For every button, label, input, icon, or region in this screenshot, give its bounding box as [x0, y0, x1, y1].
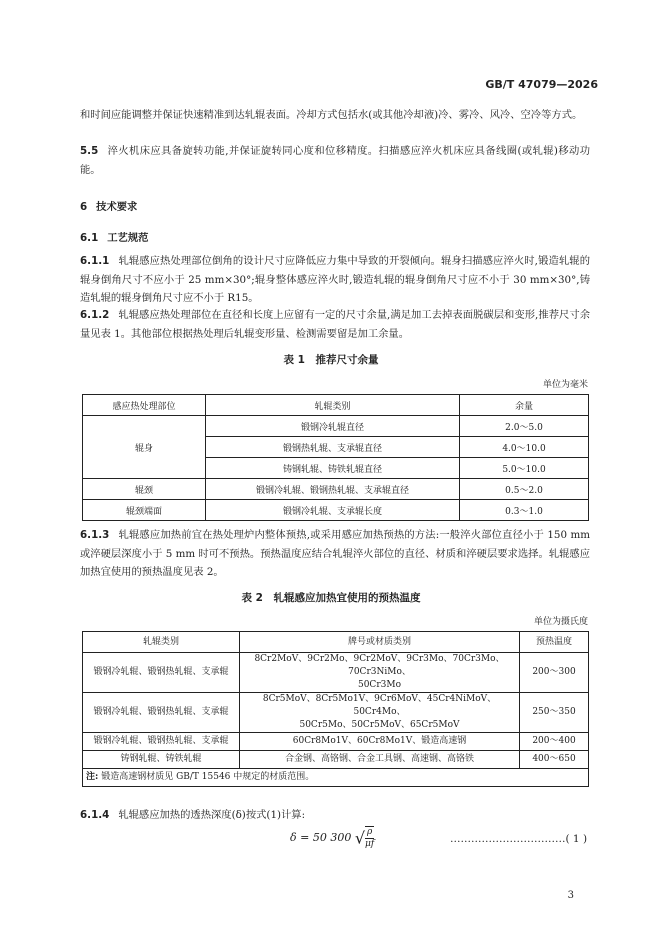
table-cell: 0.3～1.0 — [460, 500, 589, 521]
equation-number: ( 1 ) — [565, 833, 588, 845]
column-header: 余量 — [460, 395, 589, 416]
table-cell — [240, 653, 520, 693]
table-cell — [240, 693, 520, 733]
table2-caption: 表 2 轧辊感应加热宜使用的预热温度 — [241, 592, 421, 604]
table-row — [83, 416, 589, 437]
table1-caption: 表 1 推荐尺寸余量 — [283, 354, 379, 366]
section-6-heading — [80, 198, 137, 213]
column-header: 预热温度 — [520, 632, 589, 653]
grade-line: 50Cr5Mo、50Cr5MoV、65Cr5MoV — [299, 720, 460, 730]
clause-6-1-4 — [80, 806, 590, 825]
table-cell: 5.0～10.0 — [460, 458, 589, 479]
formula-lhs: δ = 50 300 — [290, 831, 352, 844]
note-label: 注: — [86, 772, 99, 782]
clause-number: 5.5 — [80, 145, 99, 157]
note-text: 锻造高速钢材质见 GB/T 15546 中规定的材质范围。 — [101, 772, 315, 782]
section-number: 6.1 — [80, 232, 99, 244]
page-number: 3 — [567, 890, 574, 901]
column-header: 轧辊类别 — [206, 395, 460, 416]
clause-6-1-1 — [80, 252, 590, 308]
equation-label — [450, 833, 587, 845]
table-cell: 60Cr8Mo1V、60Cr8Mo1V、锻造高速钢 — [240, 733, 520, 751]
column-header: 轧辊类别 — [83, 632, 240, 653]
table-row — [83, 751, 589, 769]
formula-penetration-depth — [290, 826, 374, 850]
table-row — [83, 500, 589, 521]
clause-5-5 — [80, 142, 590, 179]
leader-dots: …………………………… — [450, 833, 566, 845]
clause-number: 6.1.2 — [80, 309, 110, 321]
table-cell: 锻钢冷轧辊、锻钢热轧辊、支承辊 — [83, 733, 240, 751]
table-row — [83, 653, 589, 693]
table-header-row — [83, 395, 589, 416]
clause-number: 6.1.4 — [80, 809, 110, 821]
clause-6-1-3 — [80, 526, 590, 582]
table-cell: 锻钢冷轧辊直径 — [206, 416, 460, 437]
formula-numerator: ρ — [366, 827, 373, 837]
grade-line: 8Cr5MoV、8Cr5Mo1V、9Cr6MoV、45Cr4NiMoV、50Cr4Mo、 — [262, 694, 497, 717]
table-cell: 锻钢冷轧辊、锻钢热轧辊、支承辊直径 — [206, 479, 460, 500]
table-preheat-temperature — [82, 631, 589, 787]
table-row — [83, 693, 589, 733]
clause-text: 轧辊感应加热的透热深度(δ)按式(1)计算: — [118, 809, 306, 821]
section-title: 工艺规范 — [107, 232, 149, 244]
formula-denominator: μf — [365, 839, 375, 849]
table-cell: 锻钢热轧辊、支承辊直径 — [206, 437, 460, 458]
table-cell: 辊身 — [83, 416, 206, 479]
table-cell: 400～650 — [520, 751, 589, 769]
table-note — [83, 769, 589, 787]
sqrt-sign: √ — [354, 828, 366, 848]
section-6-1-heading — [80, 229, 148, 244]
table-cell: 合金钢、高铬钢、合金工具钢、高速钢、高铬铁 — [240, 751, 520, 769]
column-header: 感应热处理部位 — [83, 395, 206, 416]
clause-text: 轧辊感应热处理部位在直径和长度上应留有一定的尺寸余量,满足加工去掉表面脱碳层和变形,推荐尺寸余量见表 1。其他部位根据热处理后轧辊变形量、检测需要留是加工余量。 — [80, 309, 590, 340]
table-cell: 250～350 — [520, 693, 589, 733]
clause-text: 淬火机床应具备旋转功能,并保证旋转同心度和位移精度。扫描感应淬火机床应具备线圈(或轧辊)移动功能。 — [80, 145, 590, 176]
clause-text: 轧辊感应热处理部位倒角的设计尺寸应降低应力集中导致的开裂倾向。辊身扫描感应淬火时,锻造轧辊的辊身倒角尺寸不应小于 25 mm×30°;辊身整体感应淬火时,锻造轧辊的辊身倒角尺寸应不小于 30 mm×30°,铸造轧辊的辊身倒角尺寸应不小于 R15。 — [80, 255, 590, 304]
table-cell: 200～300 — [520, 653, 589, 693]
formula-fraction — [365, 826, 374, 850]
table-cell: 200～400 — [520, 733, 589, 751]
grade-line: 50Cr3Mo — [357, 680, 401, 690]
table2-unit: 单位为摄氏度 — [533, 617, 588, 627]
grade-line: 8Cr2MoV、9Cr2Mo、9Cr2MoV、9Cr3Mo、70Cr3Mo、70Cr3NiMo、 — [254, 654, 505, 677]
section-title: 技术要求 — [96, 201, 138, 213]
table-cell: 0.5～2.0 — [460, 479, 589, 500]
paragraph-cooling: 和时间应能调整并保证快速精准到达轧辊表面。冷却方式包括水(或其他冷却液)冷、雾冷、风冷、空冷等方式。 — [80, 109, 583, 121]
table-cell: 铸钢轧辊、铸铁轧辊 — [83, 751, 240, 769]
clause-6-1-2 — [80, 306, 590, 343]
table-cell: 4.0～10.0 — [460, 437, 589, 458]
table-cell: 锻钢冷轧辊、支承辊长度 — [206, 500, 460, 521]
clause-number: 6.1.3 — [80, 529, 110, 541]
table-cell: 铸钢轧辊、铸铁轧辊直径 — [206, 458, 460, 479]
clause-number: 6.1.1 — [80, 255, 110, 267]
column-header: 牌号或材质类别 — [240, 632, 520, 653]
table-cell: 锻钢冷轧辊、锻钢热轧辊、支承辊 — [83, 693, 240, 733]
table-cell: 2.0～5.0 — [460, 416, 589, 437]
table-cell: 锻钢冷轧辊、锻钢热轧辊、支承辊 — [83, 653, 240, 693]
table-row — [83, 733, 589, 751]
table-recommended-allowance — [82, 394, 589, 521]
table-note-row — [83, 769, 589, 787]
table-cell: 辊颈 — [83, 479, 206, 500]
table1-unit: 单位为毫米 — [542, 380, 588, 390]
table-cell: 辊颈端面 — [83, 500, 206, 521]
table-header-row — [83, 632, 589, 653]
table-row — [83, 479, 589, 500]
clause-text: 轧辊感应加热前宜在热处理炉内整体预热,或采用感应加热预热的方法:一般淬火部位直径小于 150 mm 或淬硬层深度小于 5 mm 时可不预热。预热温度应结合轧辊淬火部位的直径、材质和淬硬层要求选择。轧辊感应加热宜使用的预热温度见表 2。 — [80, 529, 590, 578]
section-number: 6 — [80, 201, 88, 213]
standard-number: GB/T 47079—2026 — [485, 78, 598, 91]
